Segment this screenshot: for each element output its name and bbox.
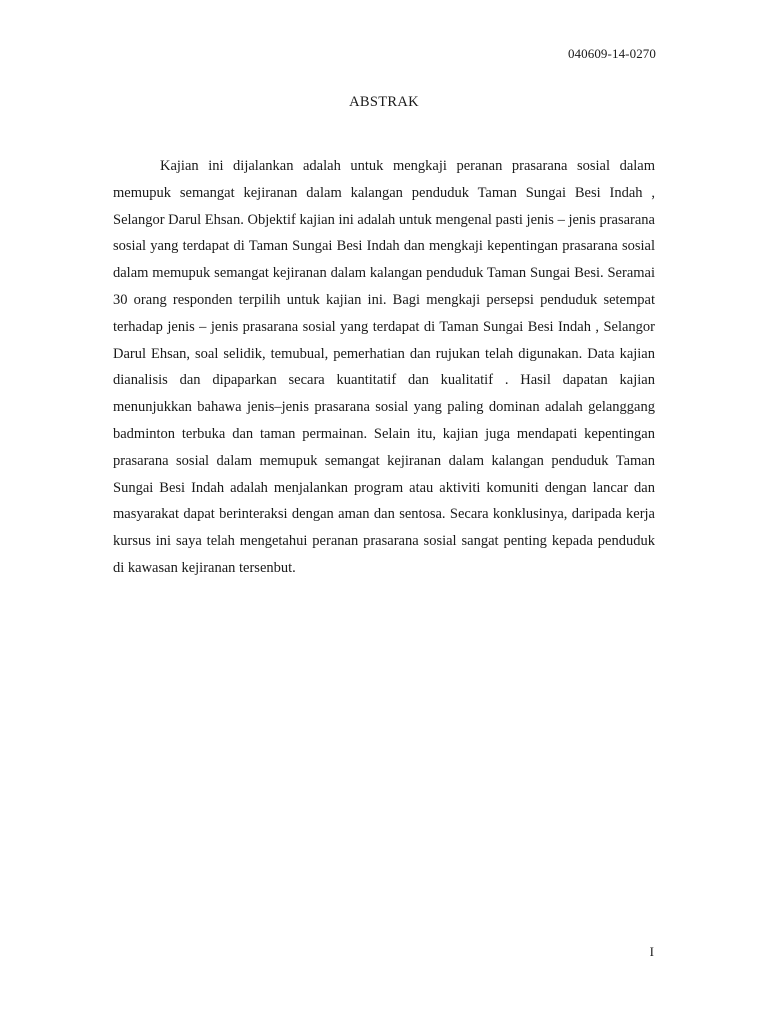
page-title: ABSTRAK [349, 94, 419, 110]
document-id: 040609-14-0270 [567, 46, 656, 61]
page-number: I [649, 944, 654, 959]
abstract-paragraph: Kajian ini dijalankan adalah untuk mengkaji peranan prasarana sosial dalam memupuk semangat kejiranan dalam kalangan penduduk Taman Sungai Besi Indah , Selangor Darul Ehsan. Objektif kajian ini adalah untuk mengenal pasti jenis – jenis prasarana sosial yang terdapat di Taman Sungai Besi Indah dan mengkaji kepentingan prasarana sosial dalam memupuk semangat kejiranan dalam kalangan penduduk Taman Sungai Besi. Seramai 30 orang responden terpilih untuk kajian ini. Bagi mengkaji persepsi penduduk setempat terhadap jenis – jenis prasarana sosial yang terdapat di Taman Sungai Besi Indah , Selangor Darul Ehsan, soal selidik, temubual, pemerhatian dan rujukan telah digunakan. Data kajian dianalisis dan dipaparkan secara kuantitatif dan kualitatif . Hasil dapatan kajian menunjukkan bahawa jenis–jenis prasarana sosial yang paling dominan adalah gelanggang badminton terbuka dan taman permainan. Selain itu, kajian juga mendapati kepentingan prasarana sosial dalam memupuk semangat kejiranan dalam kalangan penduduk Taman Sungai Besi Indah adalah menjalankan program atau aktiviti komuniti dengan lancar dan masyarakat dapat berinteraksi dengan aman dan sentosa. Secara konklusinya, daripada kerja kursus ini saya telah mengetahui peranan prasarana sosial sangat penting kepada penduduk di kawasan kejiranan tersenbut. [113, 158, 655, 576]
